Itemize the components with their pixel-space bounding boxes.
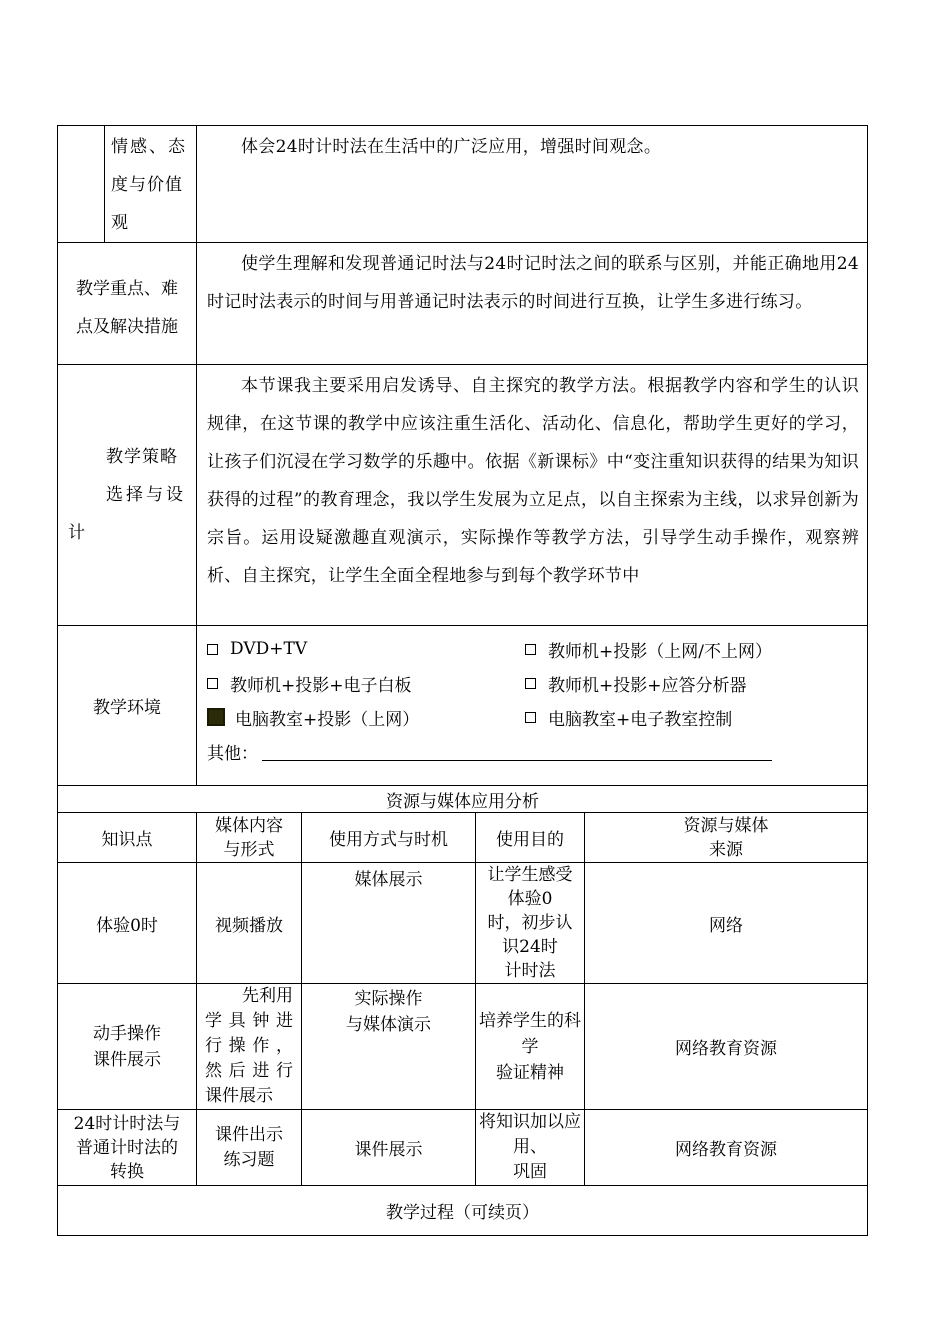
- knowledge-point-cell: [58, 1110, 197, 1186]
- key-points-label-line: 教学重点、难: [76, 278, 178, 299]
- knowledge-point-cell: 体验0时: [58, 863, 197, 984]
- purpose-line: 让学生感受体验0: [487, 865, 573, 909]
- source-cell: 网络教育资源: [585, 1110, 868, 1186]
- env-option-computer-room-control[interactable]: [525, 705, 843, 730]
- purpose-line: 巩固: [513, 1162, 547, 1182]
- table-row: [58, 984, 868, 1110]
- content-line: 课件出示: [215, 1124, 283, 1145]
- usage-cell: 媒体展示: [302, 863, 476, 984]
- env-option-label: DVD+TV: [230, 639, 308, 659]
- env-option-label: 教师机+投影+电子白板: [230, 675, 412, 696]
- key-points-text: 使学生理解和发现普通记时法与24时记时法之间的联系与区别，并能正确地用24时记时法表示的时间与用普通记时法表示的时间进行互换，让学生多进行练习。: [207, 254, 860, 312]
- env-option-response-analyzer[interactable]: [525, 671, 843, 696]
- purpose-line: 培养学生的科学: [479, 1010, 581, 1057]
- media-content-cell: 视频播放: [197, 863, 302, 984]
- checkbox-teacher-projector[interactable]: [525, 644, 536, 655]
- emotion-label: [105, 126, 197, 243]
- purpose-line: 验证精神: [496, 1062, 564, 1083]
- media-header-row: [58, 813, 868, 863]
- key-points-content: [197, 243, 868, 365]
- usage-line: 实际操作: [354, 989, 423, 1009]
- emotion-row: [58, 126, 868, 243]
- purpose-line: 时，初步认识24时: [487, 913, 573, 957]
- lesson-plan-table: [57, 125, 868, 1236]
- env-option-dvd-tv[interactable]: [207, 639, 525, 659]
- header-source: [585, 813, 868, 863]
- header-media-content: [197, 813, 302, 863]
- other-input-line[interactable]: [262, 742, 772, 761]
- header-line: 资源与媒体: [683, 815, 769, 836]
- table-row: [58, 863, 868, 984]
- emotion-label-line: 情感、态: [111, 137, 187, 157]
- point-line: 转换: [110, 1161, 144, 1182]
- strategy-text: 本节课我主要采用启发诱导、自主探究的教学方法。根据教学内容和学生的认识规律，在这节课的教学中应该注重生活化、活动化、信息化，帮助学生更好的学习，让孩子们沉浸在学习数学的乐趣中。依据《新课标》中“变注重知识获得的结果为知识获得的过程”的教育理念，我以学生发展为立足点，以自主探索为主线，以求异创新为宗旨。运用设疑激趣直观演示，实际操作等教学方法，引导学生动手操作，观察辨析、自主探究，让学生全面全程地参与到每个教学环节中: [207, 376, 860, 586]
- content-line: 学具钟进: [205, 1011, 293, 1031]
- knowledge-point-cell: [58, 984, 197, 1110]
- env-option-label: 教师机+投影（上网/不上网）: [548, 641, 772, 662]
- content-line: 行操作，: [205, 1036, 293, 1056]
- purpose-line: 计时法: [504, 961, 556, 981]
- emotion-text: 体会24时计时法在生活中的广泛应用，增强时间观念。: [241, 137, 662, 157]
- header-line: 来源: [709, 839, 743, 860]
- emotion-content: [197, 126, 868, 243]
- checkbox-response-analyzer[interactable]: [525, 678, 536, 689]
- key-points-row: [58, 243, 868, 365]
- env-option-whiteboard[interactable]: [207, 671, 525, 696]
- env-option-teacher-projector[interactable]: [525, 637, 843, 662]
- process-row: [58, 1186, 868, 1236]
- usage-cell: [302, 984, 476, 1110]
- env-option-label: 电脑教室+电子教室控制: [548, 709, 733, 730]
- purpose-cell: [476, 863, 585, 984]
- key-points-label-line: 点及解决措施: [76, 316, 178, 337]
- other-label: 其他：: [207, 743, 258, 764]
- table-row: [58, 1110, 868, 1186]
- env-option-computer-room-projector[interactable]: [207, 705, 525, 730]
- header-line: 媒体内容: [215, 815, 283, 836]
- content-line: 然后进行: [205, 1061, 293, 1081]
- content-line: 课件展示: [205, 1086, 273, 1106]
- usage-cell: 课件展示: [302, 1110, 476, 1186]
- purpose-cell: [476, 984, 585, 1110]
- key-points-label: [58, 243, 197, 365]
- purpose-line: 将知识加以应用、: [479, 1112, 581, 1157]
- emotion-label-line: 观: [111, 213, 128, 233]
- media-title: 资源与媒体应用分析: [58, 786, 868, 813]
- process-title: 教学过程（可续页）: [58, 1186, 868, 1236]
- env-option-label: 电脑教室+投影（上网）: [235, 709, 420, 730]
- point-line: 普通计时法的: [76, 1137, 178, 1158]
- header-purpose: 使用目的: [476, 813, 585, 863]
- usage-line: 与媒体演示: [346, 1015, 431, 1035]
- empty-category-cell: [58, 126, 105, 243]
- strategy-row: [58, 365, 868, 626]
- media-content-cell: [197, 1110, 302, 1186]
- checkbox-computer-room-control[interactable]: [525, 712, 536, 723]
- point-line: 24时计时法与: [73, 1113, 181, 1134]
- environment-row: [58, 626, 868, 786]
- environment-options: [197, 626, 868, 786]
- strategy-label-line: 选择与设: [106, 485, 186, 505]
- strategy-content: [197, 365, 868, 626]
- header-line: 与形式: [223, 839, 275, 860]
- content-line: 练习题: [223, 1149, 275, 1170]
- environment-label: 教学环境: [58, 626, 197, 786]
- media-title-row: [58, 786, 868, 813]
- strategy-label-line: 教学策略: [106, 447, 178, 467]
- point-line: 课件展示: [93, 1049, 161, 1070]
- strategy-label: [58, 365, 197, 626]
- checkbox-dvd-tv[interactable]: [207, 644, 218, 655]
- header-knowledge-point: 知识点: [58, 813, 197, 863]
- env-option-label: 教师机+投影+应答分析器: [548, 675, 747, 696]
- point-line: 动手操作: [93, 1023, 161, 1044]
- header-usage: 使用方式与时机: [302, 813, 476, 863]
- strategy-label-line: 计: [68, 523, 85, 543]
- media-content-cell: [197, 984, 302, 1110]
- source-cell: 网络: [585, 863, 868, 984]
- emotion-label-line: 度与价值: [111, 175, 183, 195]
- checkbox-whiteboard[interactable]: [207, 678, 218, 689]
- content-line: 先利用: [242, 986, 293, 1006]
- source-cell: 网络教育资源: [585, 984, 868, 1110]
- checkbox-computer-room-projector[interactable]: [207, 708, 225, 726]
- purpose-cell: [476, 1110, 585, 1186]
